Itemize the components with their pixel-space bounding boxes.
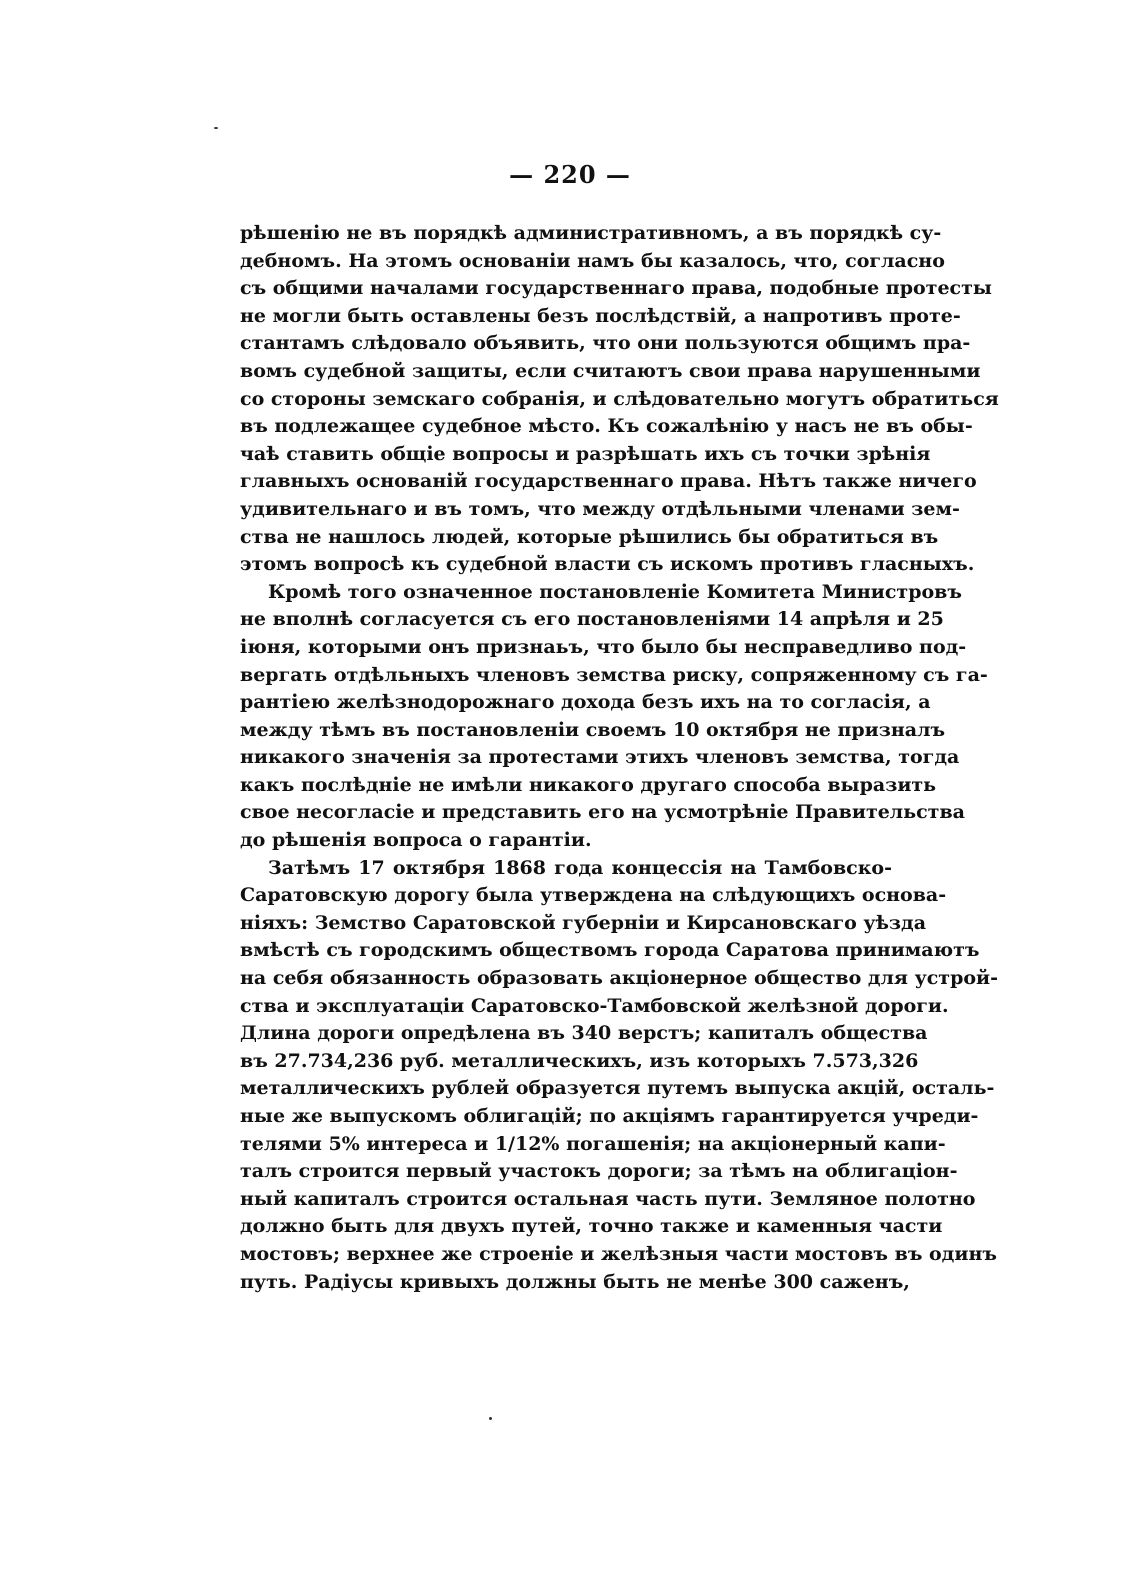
text-line: вергать отдѣльныхъ членовъ земства риску, сопряженному съ га-	[240, 663, 988, 686]
text-line: съ общими началами государственнаго права, подобные протесты	[240, 277, 992, 300]
text-line: Кромѣ того означенное постановленіе Комитета Министровъ	[268, 580, 962, 603]
scan-speck	[214, 127, 218, 129]
text-line: іюня, которыми онъ признаьъ, что было бы несправедливо под-	[240, 635, 967, 658]
text-line: Длина дороги опредѣлена въ 340 верстъ; капиталъ общества	[240, 1022, 928, 1045]
text-line: не могли быть оставлены безъ послѣдствій, а напротивъ проте-	[240, 304, 961, 327]
text-line: какъ послѣдніе не имѣли никакого другаго способа выразить	[240, 773, 937, 796]
text-line: удивительнаго и въ томъ, что между отдѣльными членами зем-	[240, 497, 960, 520]
text-line: телями 5% интереса и 1/12% погашенія; на акціонерный капи-	[240, 1132, 946, 1155]
text-line: вомъ судебной защиты, если считаютъ свои права нарушенными	[240, 359, 981, 382]
text-line: путь. Радіусы кривыхъ должны быть не менѣе 300 саженъ,	[240, 1270, 910, 1293]
text-line: металлическихъ рублей образуется путемъ выпуска акцій, осталь-	[240, 1077, 995, 1100]
text-line: со стороны земскаго собранія, и слѣдовательно могутъ обратиться	[240, 387, 999, 410]
text-line: ный капиталъ строится остальная часть пути. Земляное полотно	[240, 1187, 976, 1210]
text-line: никакого значенія за протестами этихъ членовъ земства, тогда	[240, 746, 960, 769]
text-line: вмѣстѣ съ городскимъ обществомъ города Саратова принимаютъ	[240, 939, 980, 962]
text-line: талъ строится первый участокъ дороги; за тѣмъ на облигаціон-	[240, 1160, 958, 1183]
text-line: на себя обязанность образовать акціонерное общество для устрой-	[240, 967, 999, 990]
text-line: ные же выпускомъ облигацій; по акціямъ гарантируется учреди-	[240, 1105, 979, 1127]
paragraph	[240, 220, 999, 579]
text-line: ніяхъ: Земство Саратовской губерніи и Кирсановскаго уѣзда	[240, 911, 927, 934]
paragraph	[240, 855, 999, 1297]
text-line: свое несогласіе и представить его на усмотрѣніе Правительства	[240, 801, 965, 824]
page-number: — 220 —	[509, 160, 631, 189]
text-line: должно быть для двухъ путей, точно также и каменныя части	[240, 1215, 943, 1238]
text-line: ства и эксплуатаціи Саратовско-Тамбовской желѣзной дороги.	[240, 994, 949, 1017]
text-line: стантамъ слѣдовало объявить, что они пользуются общимъ пра-	[240, 332, 971, 355]
text-line: до рѣшенія вопроса о гарантіи.	[240, 829, 592, 852]
text-line: ства не нашлось людей, которые рѣшились бы обратиться въ	[240, 525, 939, 548]
text-line: главныхъ основаній государственнаго права. Нѣтъ также ничего	[240, 470, 977, 493]
text-line: между тѣмъ въ постановленіи своемъ 10 октября не призналъ	[240, 718, 946, 741]
text-line: дебномъ. На этомъ основаніи намъ бы казалось, что, согласно	[240, 249, 945, 272]
text-line: въ 27.734,236 руб. металлическихъ, изъ которыхъ 7.573,326	[240, 1049, 919, 1072]
text-line: этомъ вопросѣ къ судебной власти съ искомъ противъ гласныхъ.	[240, 553, 975, 576]
text-line: мостовъ; верхнее же строеніе и желѣзныя части мостовъ въ одинъ	[240, 1242, 997, 1265]
text-line: чаѣ ставить общіе вопросы и разрѣшать ихъ съ точки зрѣнія	[240, 442, 931, 465]
text-line: не вполнѣ согласуется съ его постановленіями 14 апрѣля и 25	[240, 608, 944, 631]
text-line: Саратовскую дорогу была утверждена на слѣдующихъ основа-	[240, 884, 947, 907]
text-line: Затѣмъ 17 октября 1868 года концессія на Тамбовско-	[268, 856, 892, 879]
scan-speck	[489, 1417, 492, 1420]
text-line: въ подлежащее судебное мѣсто. Къ сожалѣнію у насъ не въ обы-	[240, 415, 973, 438]
paragraph	[240, 579, 988, 855]
text-line: рантіею желѣзнодорожнаго дохода безъ ихъ на то согласія, а	[240, 691, 931, 714]
body-text	[240, 220, 999, 1296]
text-line: рѣшенію не въ порядкѣ административномъ, а въ порядкѣ су-	[240, 222, 942, 244]
